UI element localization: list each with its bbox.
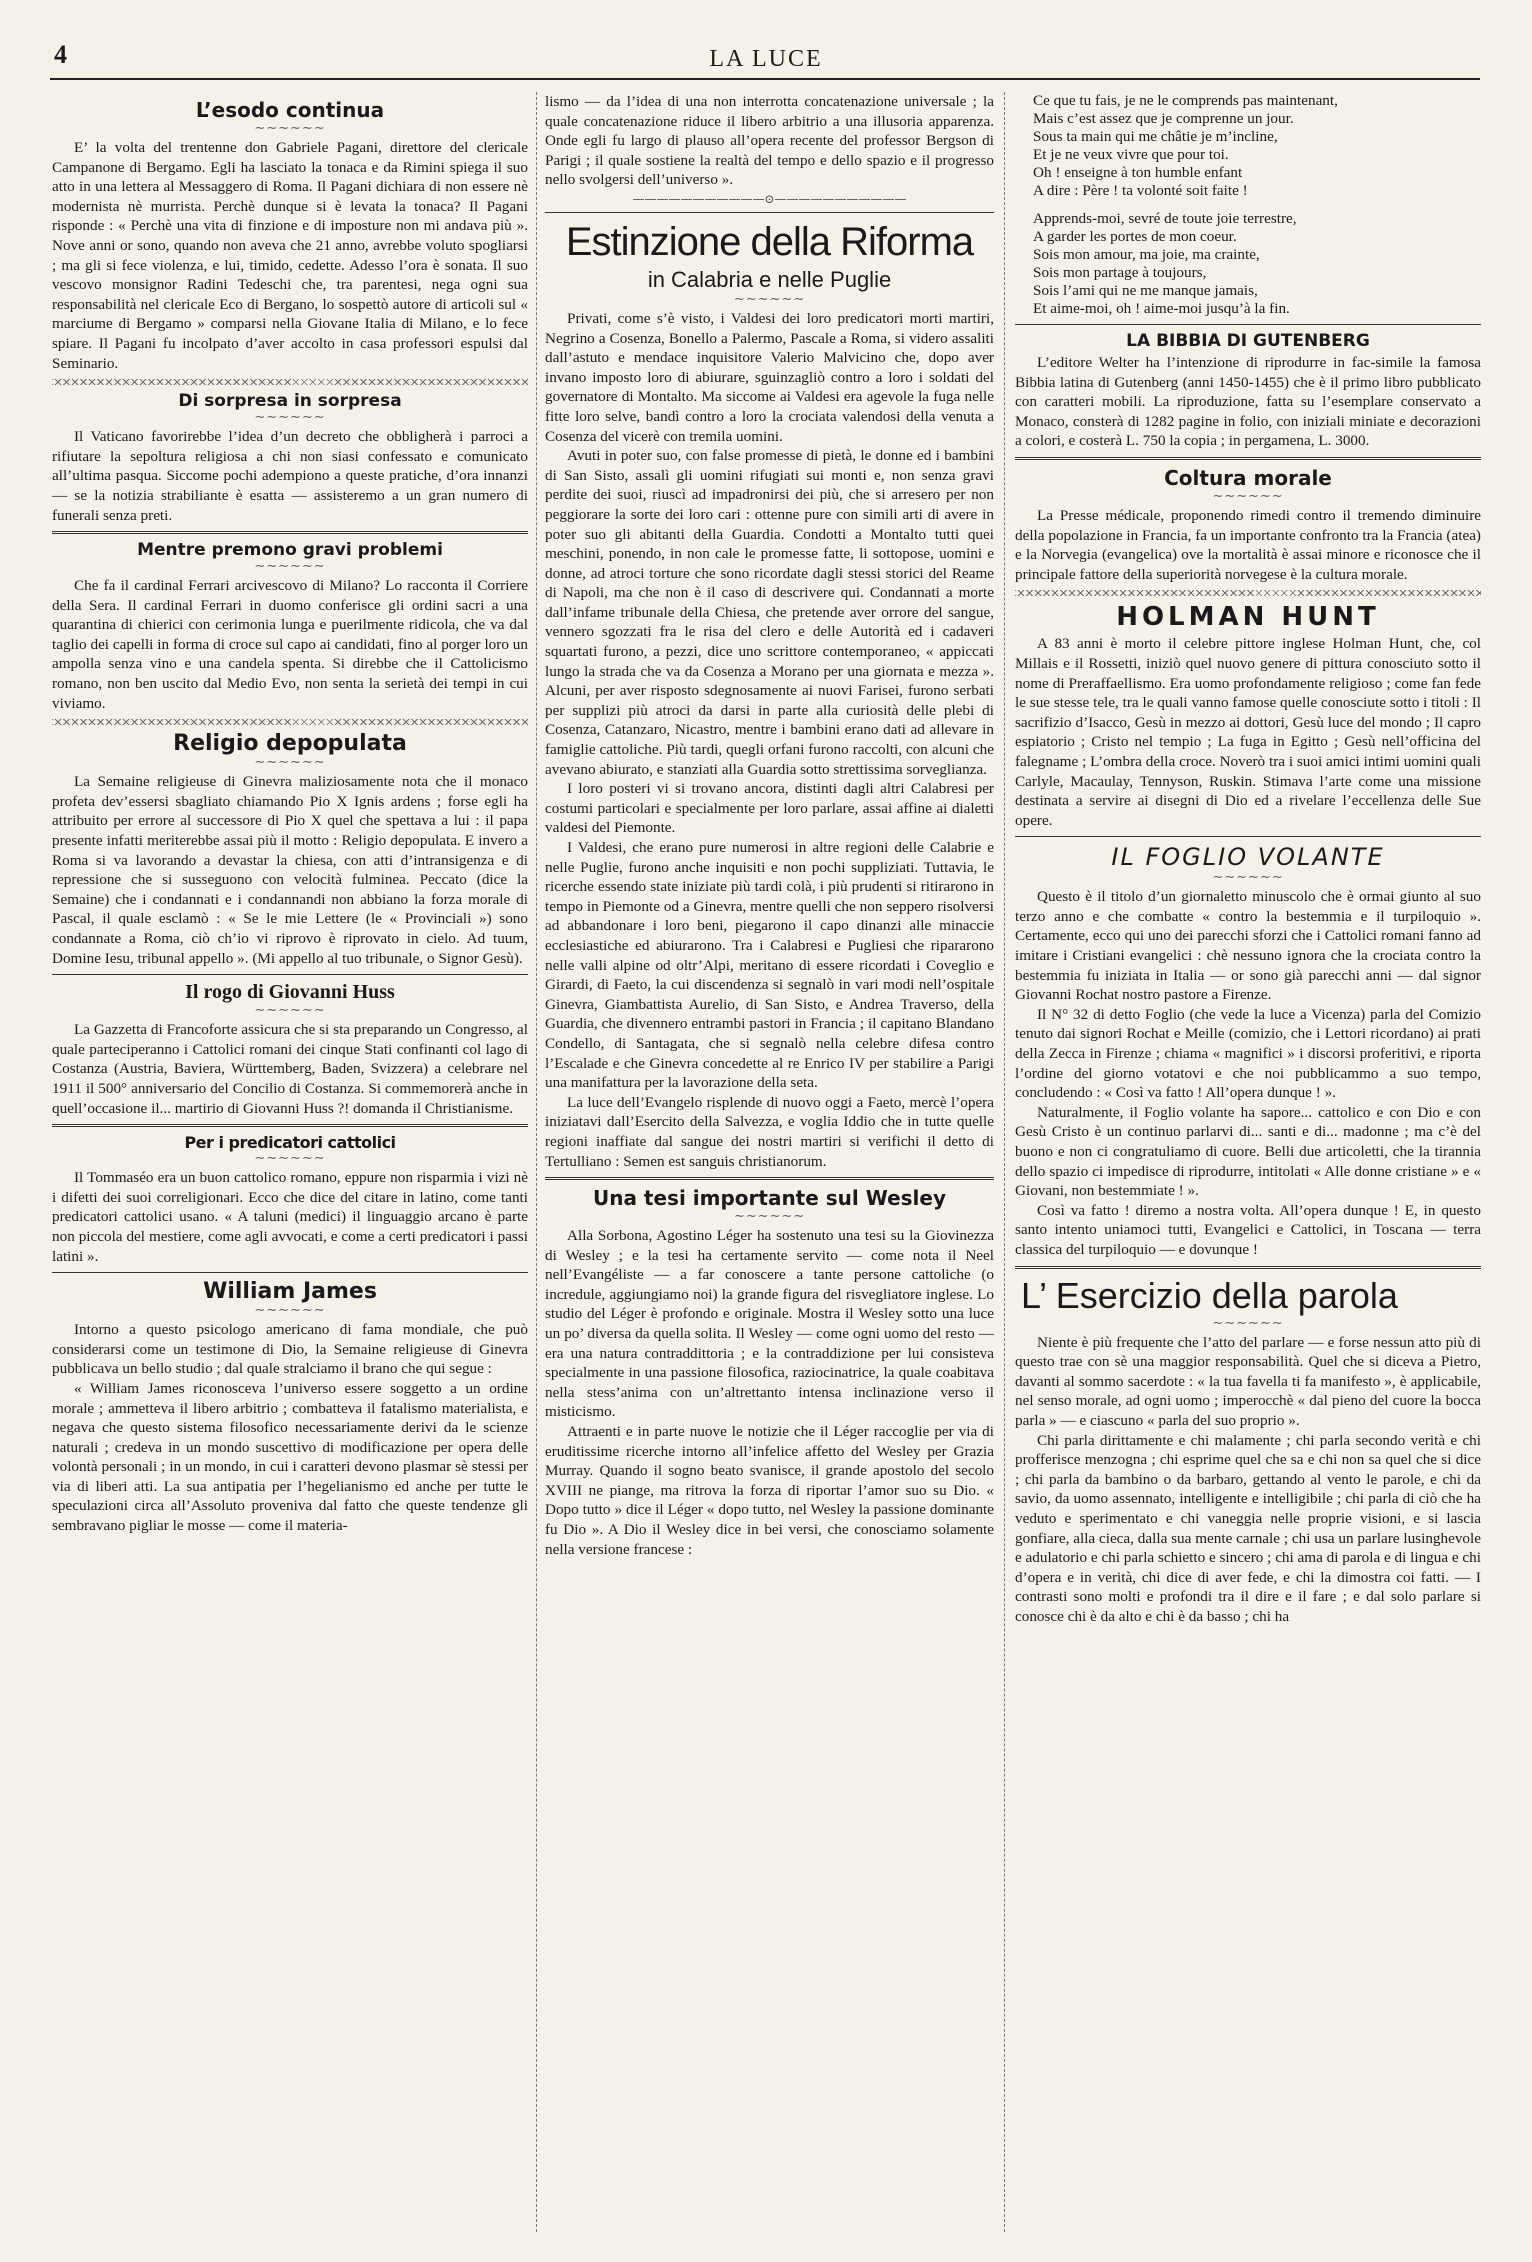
article-subtitle: in Calabria e nelle Puglie xyxy=(647,266,892,292)
article-title: Di sorpresa in sorpresa xyxy=(178,391,402,412)
verse-line: Et aime-moi, oh ! aime-moi jusqu’à la fin. xyxy=(1033,300,1290,317)
title-ornament: ∼∼∼∼∼∼ xyxy=(254,755,326,771)
article-title: Mentre premono gravi problemi xyxy=(137,540,443,561)
article-text: Privati, come s’è visto, i Valdesi dei loro predicatori morti martiri, Negrino a Cosenza, Bonello a Palermo, Pascale a Roma, si videro assaliti dall’astuto e mendace inquisitore Valerio Malvicino che, dopo aver invano imposto loro di abiurare, sguinzagliò contro a loro i soldati del governatore di Montalto. Ma siccome ai Valdesi era agevole la fuga nelle fitte loro selve, bandì contro a loro la crociata valendosi della venuta a Cosenza del vicerè con tremila uomini. xyxy=(545,309,994,445)
article-text: Il Vaticano favorirebbe l’idea d’un decreto che obbligherà i parroci a rifiutare la sepoltura religiosa a chi non siasi confessato e comunicato all’ultima pasqua. Siccome pochi adempiono a queste pratiche, d’ora innanzi — se la notizia strabiliante è esatta — assisteremo a un gran numero di funerali senza preti. xyxy=(52,428,528,524)
article-text: A 83 anni è morto il celebre pittore inglese Holman Hunt, che, col Millais e il Rossetti, iniziò quel nuovo genere di pittura conosciuto sotto il nome di Preraffaellismo. Era uomo profondamente religioso ; come fan fede le sue stesse tele, tra le quali vanno famose quelle conosciute sotto i titoli : Il sacrifizio d’Isacco, Gesù in mezzo ai dottori, Gesù luce del mondo ; Il capro espiatorio ; Cristo nel tempio ; La fuga in Egitto ; Gesù nell’officina del falegname ; L’ombra della croce. Noverò tra i suoi amici intimi uomini quali Carlyle, Macaulay, Tennyson, Ruskin. Stimava l’arte come una missione destinata a servire ai disegni di Dio ed a rivelare l’eccellenza delle Sue opere. xyxy=(1015,635,1481,829)
article-title: William James xyxy=(203,1279,377,1305)
header-rule xyxy=(50,78,1480,80)
article-text: La Semaine religieuse di Ginevra maliziosamente nota che il monaco profeta dev’essersi sbagliato chiamando Pio X Ignis ardens ; forse egli ha attribuito per errore al successore di Pio X quel che spettava a lui : il papa presente infatti meriterebbe assai più il motto : Religio depopulata. E invero a Roma si va lavorando a devastar la chiesa, con atti d’intransigenza e di repressione che si susseguono con velocità fulminea. Peccato (dice la Semaine) che i condannati e i condannandi non abbiano la forza morale di Pascal, il quale esclamò : « Se le mie Lettere (le « Provinciali ») sono condannate a Roma, ciò ch’io vi riprovo è riprovato in cielo. Ad tuum, Domine Iesu, tribunal appello ». (Mi appello al tuo tribunale, o Signor Gesù). xyxy=(52,773,528,967)
article-title: Estinzione della Riforma xyxy=(565,219,974,264)
title-ornament: ∼∼∼∼∼∼ xyxy=(254,1003,326,1019)
section-divider xyxy=(52,531,528,534)
page-number: 4 xyxy=(54,40,67,69)
article-title: Religio depopulata xyxy=(173,731,407,757)
section-divider xyxy=(52,379,528,385)
article-title: Il rogo di Giovanni Huss xyxy=(185,981,395,1004)
article-text: La Presse médicale, proponendo rimedi contro il tremendo diminuire della popolazione in Francia, fa un importante confronto tra la Francia (atea) e la Norvegia (evangelica) ove la mortalità è assai minore e riconosce che il principale fattore della superiorità norvegese è la cultura morale. xyxy=(1015,506,1481,583)
article-text: Naturalmente, il Foglio volante ha sapore... cattolico e con Dio e con Gesù Cristo è un continuo parlarvi di... santi e di... madonne ; ma c’è del buono e non ci congratuliamo di cuore. Belli due articoletti, che la tirannia dello spazio ci impedisce di riprodurre, intitolati « Alle donne cristiane » e « Giovani, non bestemmiate ! ». xyxy=(1015,1103,1481,1200)
article-title: LA BIBBIA DI GUTENBERG xyxy=(1126,331,1370,351)
section-divider xyxy=(52,719,528,725)
article-text: La Gazzetta di Francoforte assicura che si sta preparando un Congresso, al quale parteciperanno i Cattolici romani dei cinque Stati confinanti col lago di Costanza (Austria, Baviera, Württemberg, Baden, Svizzera) a celebrare nel 1911 il 500° anniversario del Concilio di Costanza. Si commemorerà anche in quell’occasione il... martirio di Giovanni Huss ?! domanda il Christianisme. xyxy=(52,1021,528,1117)
article-text: Il N° 32 di detto Foglio (che vede la luce a Vicenza) parla del Comizio tenuto dai signori Rochat e Meille (comizio, che i Lettori ricordano) ai prati della Zecca in Firenze ; chiama « magnifici » i discorsi proferitivi, e riporta l’ordine del giorno votatovi e che noi pubblicammo a suo tempo, concludendo : « Così va fatto ! All’opera dunque ! ». xyxy=(1015,1005,1481,1102)
section-divider xyxy=(1015,836,1481,837)
masthead-title: LA LUCE xyxy=(709,46,823,72)
article-title: Una tesi importante sul Wesley xyxy=(592,1186,947,1211)
article-title: L’ Esercizio della parola xyxy=(1021,1274,1398,1316)
article-text: « William James riconosceva l’universo essere soggetto a un ordine morale ; ammetteva il libero arbitrio ; combatteva il fatalismo materialista, e negava che questo sistema filosofico necessariamente derivi da le scienze naturali ; credeva in un mondo suscettivo di modificazione per opera delle volontà personali ; in un mondo, in cui i caratteri devono plasmar sè stessi per via di liberi atti. La sua antipatia per l’hegelianismo ed anche per tutte le speculazioni circa all’Assoluto proveniva dal fatto che queste tendenze gli sembravano pigliar le mosse — come il materia- xyxy=(52,1379,528,1535)
article-text: Alla Sorbona, Agostino Léger ha sostenuto una tesi su la Giovinezza di Wesley ; e la tesi ha certamente servito — come nota il Neel nell’Evangéliste — a far conoscere a tante persone cattoliche (o incredule, aggiungiamo noi) la grande figura del risvegliatore inglese. Lo studio del Léger è profondo e originale. Mostra il Wesley sotto una luce un po’ diversa da quella solita. Il Wesley — come ogni uomo del resto — era una natura contraddittoria ; e la contraddizione per lui consisteva specialmente in una passione filosofica, raziocinatrice, la quale coabitava nella stess’anima con un’altrettanto intensa inclinazione verso il misticismo. xyxy=(545,1227,994,1421)
article-text: lismo — da l’idea di una non interrotta concatenazione universale ; la quale concatenazione riduce il libero arbitrio a una illusoria apparenza. Onde egli fu largo di plauso all’opera recente del professor Bergson di Parigi ; il quale sostiene la realtà del tempo e dello spazio e il progresso nello svolgersi dell’universo ». xyxy=(545,93,994,189)
article-text: Questo è il titolo d’un giornaletto minuscolo che è ormai giunto al suo terzo anno e che combatte « contro la bestemmia e il turpiloquio ». Certamente, ecco qui uno dei parecchi sforzi che i Cattolici romani fanno ad imitare i Cristiani evangelici : chè nessuno ignora che la crociata contro la bestemmia fu iniziata in Italia — or sono già parecchi anni — dal signor Giovanni Rochat nostro pastore a Firenze. xyxy=(1015,888,1481,1004)
column-divider xyxy=(1004,92,1005,2232)
article-text: Che fa il cardinal Ferrari arcivescovo di Milano? Lo racconta il Corriere della Sera. Il cardinal Ferrari in duomo conferisce gli ordini sacri a una quarantina di chierici con cerimonia lunga e puerilmente ridicola, che va dal taglio dei capelli in forma di croce sul capo ai candidati, fino al porger loro un ampolla senza vino e una candela spenta. Si direbbe che il Cattolicismo romano, non ben uscito dal Medio Evo, non senta la serietà dei tempi in cui viviamo. xyxy=(52,577,528,712)
verse-line: Sois l’ami qui ne me manque jamais, xyxy=(1033,282,1258,299)
section-divider xyxy=(1015,457,1481,460)
section-divider xyxy=(52,1272,528,1273)
verse-stanza xyxy=(1015,210,1481,318)
divider-ornament: ———————————⊙——————————— xyxy=(632,191,907,206)
verse-stanza xyxy=(1015,92,1481,200)
column-2 xyxy=(545,92,994,2232)
title-ornament: ∼∼∼∼∼∼ xyxy=(733,1209,806,1225)
verse-line: A dire : Père ! ta volonté soit faite ! xyxy=(1033,182,1248,199)
article-text: La luce dell’Evangelo risplende di nuovo oggi a Faeto, mercè l’opera iniziatavi dall’Esercito della Salvezza, e voglia Iddio che in tutte quelle regioni inaffiate dal sangue dei nostri martiri si verifichi il detto di Tertulliano : Semen est sanguis christianorum. xyxy=(545,1093,994,1170)
verse-line: Ce que tu fais, je ne le comprends pas maintenant, xyxy=(1033,92,1338,109)
verse-line: A garder les portes de mon coeur. xyxy=(1033,228,1237,245)
article-text: Avuti in poter suo, con false promesse di pietà, le donne ed i bambini di San Sisto, assalì gli uomini rifugiati sui monti e, non senza gravi perdite dei suoi, riuscì ad impadronirsi dei più, che si arresero per non peggiorare la sorte dei loro cari : ottenne pure con simili arti di avere in poter suo gli abitanti della Guardia. Condotti a Montalto tutti quei meschini, ponendo, in non cale le promesse fatte, li sottopose, uomini e donne, ad atroci torture che sono ricordate dagli stessi storici del Reame di Napoli, ma che non è il caso di descrivere qui. Condannati a morte dall’infame tribunale della Chiesa, che pretende aver orrore del sangue, vennero sgozzati fra le risa del clero e delle Autorità ed i cadaveri squartati furono, a pezzi, dice uno scrittore contemporaneo, « appiccati lungo la strada che va da Cosenza a Morano per una giornata e mezza ». Alcuni, per aver risposto sdegnosamente ai nuovi Farisei, furono serbati per supplizi più atroci da darsi in parte alla curiosità delle plebi di Cosenza, Catanzaro, Nicastro, mentre i bambini erano dati ad allevare in famiglie cattoliche. Più tardi, quegli orfani furono raccolti, con alcuni che avevano abiurato, e stanziati alla Guardia sotto strettissima sorveglianza. xyxy=(545,447,994,778)
section-divider xyxy=(1015,590,1481,596)
verse-line: Sous ta main qui me châtie je m’incline, xyxy=(1033,128,1278,145)
section-divider xyxy=(52,974,528,975)
title-ornament: ∼∼∼∼∼∼ xyxy=(254,559,326,575)
article-text: I loro posteri vi si trovano ancora, distinti dagli altri Calabresi per costumi particolari e specialmente per loro parlare, assai affine ai dialetti valdesi del Piemonte. xyxy=(545,780,994,837)
section-divider xyxy=(545,1177,994,1180)
title-ornament: ∼∼∼∼∼∼ xyxy=(1212,870,1284,886)
column-1 xyxy=(52,92,528,2232)
section-divider xyxy=(1015,1266,1481,1269)
spacer xyxy=(1015,200,1481,210)
article-text: Così va fatto ! diremo a nostra volta. All’opera dunque ! E, in questo santo intento uniamoci tutti, Evangelici e Cattolici, in Toscana — terra classica del turpiloquio — e dovunque ! xyxy=(1015,1201,1481,1258)
verse-line: Oh ! enseigne à ton humble enfant xyxy=(1033,164,1243,181)
article-title: Coltura morale xyxy=(1164,465,1332,490)
article-text: E’ la volta del trentenne don Gabriele Pagani, direttore del clericale Campanone di Bergamo. Egli ha lasciato la tonaca e da Rimini spiega il suo atto in una lettera al Messaggero di Roma. Il Pagani dichiara di non essere nè modernista nè murrista. Perchè dunque si è levata la tonaca? Il Pagani risponde : « Perchè una vita di finzione e di imposture non mi andava più ». Nove anni or sono, quando non aveva che 21 anno, avrebbe voluto spogliarsi ; ma gli si fece violenza, e lui, timido, cedette. Adesso l’ora è sonata. Il suo vescovo monsignor Radini Tedeschi che, tra parentesi, nega ogni sua responsabilità nel clericale Eco di Bergano, lo sospettò autore di articoli sul « marciume di Bergamo » comparsi nella Giovane Italia di Milano, e lo fece spiare. Il Pagani fu incolpato d’aver accolto in casa professori espulsi dal Seminario. xyxy=(52,139,528,372)
verse-line: Mais c’est assez que je comprenne un jour. xyxy=(1033,110,1294,127)
title-ornament: ∼∼∼∼∼∼ xyxy=(254,121,326,136)
section-divider xyxy=(52,1124,528,1127)
article-text: L’editore Welter ha l’intenzione di riprodurre in fac-simile la famosa Bibbia latina di Gutenberg (anni 1450-1455) che è il primo libro pubblicato con caratteri mobili. La riproduzione, fatta su l’esemplare conservato a Monaco, consterà di 1282 pagine in folio, con iniziali miniate e decorazioni a colori, e costerà L. 750 la copia ; in pergamena, L. 3000. xyxy=(1015,354,1481,450)
column-divider xyxy=(536,92,537,2232)
verse-line: Et je ne veux vivre que pour toi. xyxy=(1033,146,1229,163)
column-3 xyxy=(1015,92,1481,2232)
article-title: L’esodo continua xyxy=(195,98,385,122)
article-title: Per i predicatori cattolici xyxy=(184,1133,396,1153)
verse-line: Apprends-moi, sevré de toute joie terrestre, xyxy=(1033,210,1297,227)
title-ornament: ∼∼∼∼∼∼ xyxy=(1212,1315,1284,1331)
article-text: I Valdesi, che erano pure numerosi in altre regioni delle Calabrie e nelle Puglie, furono anche inquisiti e non pochi suppliziati. Tuttavia, le ricerche essendo state iniziate più tardi colà, i più prudenti si ritirarono in tempo in Piemonte od a Ginevra, mentre quelli che non seppero risolversi ad abbandonare i loro beni, piegarono il capo dinanzi alle minaccie ecclesiastiche ed abiurarono. Tra i Calabresi e Pugliesi che ripararono nelle valli alpine od oltr’Alpi, meritano di essere ricordati i Coveglio e Girardi, di Faeto, la cui discendenza si segnalò in vari modi nell’ospitale Ginevra, Giambattista Aurelio, di San Sisto, e Andrea Traverso, della Guardia, che divennero entrambi pastori in Francia ; il capitano Blandano Condello, di Santagata, che si segnalò nella celebre difesa contro l’Escalade e che Ginevra concedette al re Enrico IV per stabilire a Parigi una manifattura per la lavorazione della seta. xyxy=(545,839,994,1092)
section-divider xyxy=(1015,324,1481,325)
section-divider xyxy=(545,212,994,213)
title-ornament: ∼∼∼∼∼∼ xyxy=(254,1151,326,1167)
article-text: Il Tommaséo era un buon cattolico romano, eppure non risparmia i vizi nè i difetti dei suoi correligionari. Ecco che dice del citare in latino, come tanti predicatori cattolici usano. « A taluni (medici) il linguaggio arcano è parte non piccola del mestiere, come agli avvocati, e come a certi predicatori i passi latini ». xyxy=(52,1169,528,1265)
article-text: Attraenti e in parte nuove le notizie che il Léger raccoglie per via di eruditissime ricerche intorno all’infelice affetto del Wesley per Grazia Murray. Quando il sogno beato svanisce, il grande apostolo del secolo XVIII ne piange, ma ritrova la forza di riportar l’amor suo su Dio. « Dopo tutto » dice il Léger « dopo tutto, nel Wesley la passione dominante fu Dio ». A Dio il Wesley dice in bei versi, che conosciamo solamente nella versione francese : xyxy=(545,1423,994,1558)
title-ornament: ∼∼∼∼∼∼ xyxy=(1212,488,1284,504)
verse-line: Sois mon amour, ma joie, ma crainte, xyxy=(1033,246,1260,263)
article-text: Intorno a questo psicologo americano di fama mondiale, che può considerarsi come un testimone di Dio, la Semaine religieuse di Ginevra pubblicava un bello studio ; dal quale stralciamo il brano che qui segue : xyxy=(52,1321,528,1378)
article-title: HOLMAN HUNT xyxy=(1116,602,1380,633)
article-text: Chi parla dirittamente e chi malamente ; chi parla secondo verità e chi profferisce menzogna ; chi esprime quel che sa e chi non sa quel che si dice ; chi parla da bambino o da barbaro, gettando al vento le parole, e chi da savio, da uomo assennato, intelligente e intelligibile ; chi parla di ciò che ha veduto e sperimentato e chi vaneggia nelle proprie visioni, e si lascia gonfiare, alla cieca, dalla sua mente carnale ; chi usa un parlare lusinghevole e adulatorio e chi parla schietto e sincero ; chi ama di parola e di lingua e chi d’opera e in verità, chi dice di aver fede, e chi la dimostra coi fatti. — I contrasti sono molti e profondi tra il dire e il fare ; e dal solo parlare si conosce chi è da alto e chi è da basso ; chi ha xyxy=(1015,1431,1481,1625)
article-title: IL FOGLIO VOLANTE xyxy=(1111,843,1385,872)
article-text: Niente è più frequente che l’atto del parlare — e forse nessun atto più di questo trae con sè una maggior responsabilità. Quel che si diceva a Pietro, davanti al sommo sacerdote : « la tua favella ti fa manifesto », è applicabile, nel senso morale, ad ogni uomo ; imperocchè « dal pieno del cuore la bocca parla » — e ciascuno « parla del suo proprio ». xyxy=(1015,1333,1481,1429)
title-ornament: ∼∼∼∼∼∼ xyxy=(254,410,326,426)
title-ornament: ∼∼∼∼∼∼ xyxy=(733,291,806,307)
verse-line: Sois mon partage à toujours, xyxy=(1033,264,1207,281)
title-ornament: ∼∼∼∼∼∼ xyxy=(254,1303,326,1319)
